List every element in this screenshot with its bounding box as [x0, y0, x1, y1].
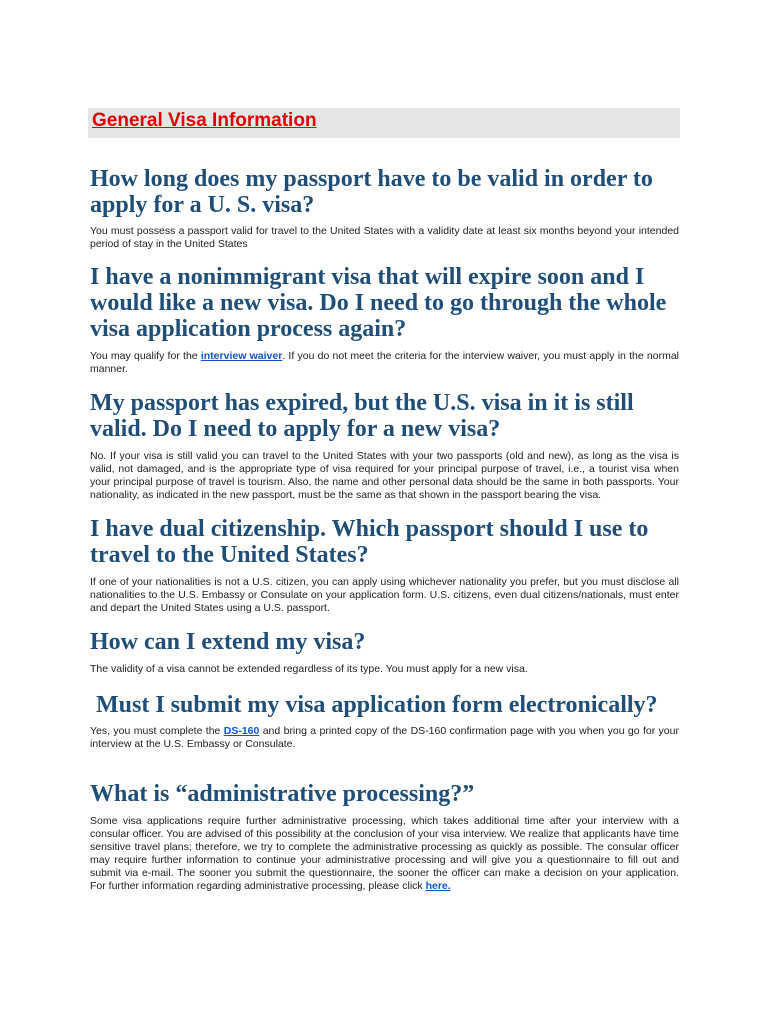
- faq-question-extend-visa: How can I extend my visa?: [90, 629, 366, 655]
- answer-text: Some visa applications require further administrative processing, which takes additional time after your interview with a consular officer. You are advised of this possibility at the conclusion of your visa interview. We realize that applicants have time sensitive travel plans; therefore, we try to complete the administrative processing as quickly as possible. The consular officer may require further information to continue your administrative processing and will give you a questionnaire to fill out and submit via e-mail. The sooner you submit the questionnaire, the sooner the officer can make a decision on your application. For further information regarding administrative processing, please click: [90, 815, 679, 892]
- faq-answer-dual-citizenship: If one of your nationalities is not a U.S. citizen, you can apply using whichever nationality you prefer, but you must disclose all nationalities to the U.S. Embassy or Consulate on your application form. U.S. citizens, even dual citizens/nationals, must enter and depart the United States using a U.S. passport.: [90, 576, 679, 614]
- answer-text: You may qualify for the: [90, 350, 201, 362]
- faq-answer-passport-validity: You must possess a passport valid for travel to the United States with a validity date at least six months beyond your intended period of stay in the United States: [90, 225, 679, 250]
- faq-answer-extend-visa: The validity of a visa cannot be extended regardless of its type. You must apply for a new visa.: [90, 663, 528, 675]
- ds-160-link[interactable]: DS-160: [223, 725, 260, 737]
- faq-question-expired-passport: My passport has expired, but the U.S. visa in it is still valid. Do I need to apply for a new visa?: [90, 390, 634, 442]
- answer-text: . If you do not meet the criteria for the interview waiver, you must apply in the normal manner.: [90, 350, 680, 375]
- faq-question-administrative-processing: What is “administrative processing?”: [90, 781, 475, 807]
- faq-question-dual-citizenship: I have dual citizenship. Which passport should I use to travel to the United States?: [90, 516, 649, 568]
- answer-text: Yes, you must complete the: [90, 725, 224, 737]
- faq-question-passport-validity: How long does my passport have to be valid in order to apply for a U. S. visa?: [90, 166, 653, 218]
- answer-text: and bring a printed copy of the DS-160 confirmation page with you when you go for your interview at the U.S. Embassy or Consulate.: [90, 725, 679, 750]
- faq-answer-expiring-visa: [90, 350, 679, 376]
- faq-content: [90, 166, 679, 893]
- faq-answer-electronic-form: [90, 725, 679, 751]
- administrative-processing-link[interactable]: here.: [425, 880, 451, 892]
- faq-answer-expired-passport: No. If your visa is still valid you can travel to the United States with your two passports (old and new), as long as the visa is valid, not damaged, and is the appropriate type of visa required for your principal purpose of travel, i.e., a tourist visa when your principal purpose of travel is tourism. Also, the name and other personal data should be the same in both passports. Your nationality, as indicated in the new passport, must be the same as that shown in the passport bearing the visa.: [90, 450, 679, 501]
- faq-question-expiring-visa: I have a nonimmigrant visa that will expire soon and I would like a new visa. Do I need to go through the whole visa application process again?: [90, 264, 667, 342]
- page-title: General Visa Information: [92, 110, 317, 131]
- title-banner: [88, 108, 680, 138]
- faq-question-electronic-form: Must I submit my visa application form electronically?: [96, 692, 658, 718]
- interview-waiver-link[interactable]: interview waiver: [200, 350, 283, 362]
- faq-answer-administrative-processing: [90, 815, 679, 893]
